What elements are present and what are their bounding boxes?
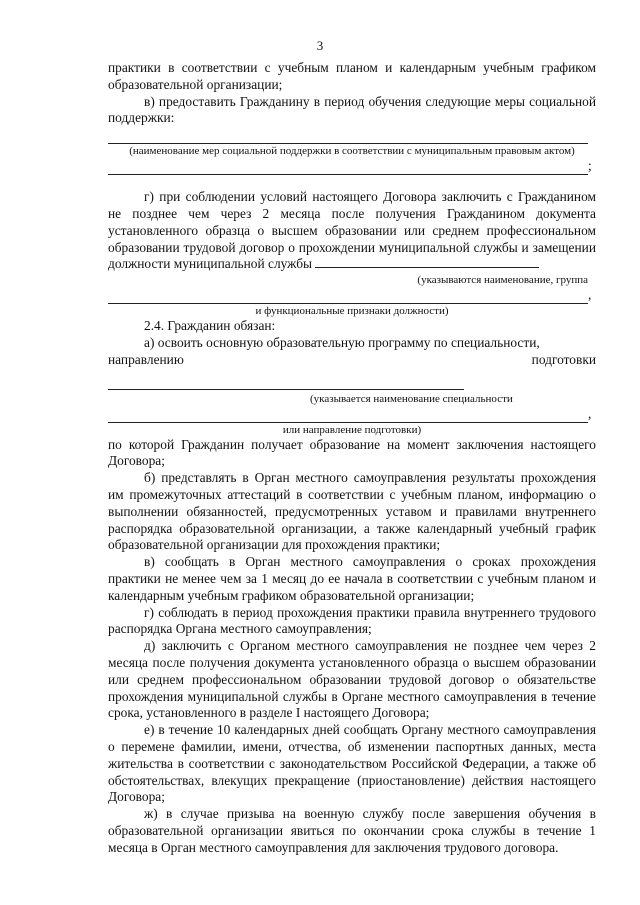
- item-a-word-direction: направлению: [108, 351, 184, 367]
- paragraph-after-specialty: по которой Гражданин получает образование на момент заключения настоящего Договора;: [108, 436, 596, 469]
- document-body: [108, 60, 596, 856]
- paragraph-item-g: [108, 189, 596, 273]
- hint-position-a: (указываются наименование, группа: [417, 274, 588, 287]
- item-a-word-training: подготовки: [531, 351, 596, 367]
- paragraph-top: практики в соответствии с учебным планом и календарным учебным графиком образовательной организации;: [108, 60, 596, 92]
- duty-v: в) сообщать в Орган местного самоуправления о сроках прохождения практики не менее чем за 1 месяц до ее начала в соответствии с учебным планом и календарным учебным графиком образовательной организации;: [108, 554, 596, 603]
- item-g-text: г) при соблюдении условий настоящего Договора заключить с Гражданином не позднее чем через 2 месяца после получения Гражданином документа установленного образца о высшем образовании или среднем профессиональном образовании трудовой договор о прохождении муниципальной службы и замещении должности муниципальной службы: [108, 189, 596, 272]
- page-number: 3: [316, 38, 324, 53]
- hint-position-b: и функциональные признаки должности): [255, 305, 449, 318]
- paragraph-item-v: в) предоставить Гражданину в период обучения следующие меры социальной поддержки:: [108, 93, 596, 126]
- blank-inline-position: [315, 257, 539, 268]
- blank-line-specialty-1: [108, 377, 464, 390]
- hint-specialty-b: или направление подготовки): [282, 423, 422, 436]
- blank-line-specialty-2: [108, 406, 596, 423]
- duty-b: б) представлять в Орган местного самоуправления результаты прохождения им промежуточных аттестаций в соответствии с учебным планом, информацию о выполнении обязанностей, предусмотренных уставом и правилами внутреннего распорядка образовательной организации, а также календарный учебный график образовательной организации для прохождения практики;: [108, 470, 596, 553]
- section-title-2-4: 2.4. Гражданин обязан:: [144, 318, 276, 334]
- duty-g: г) соблюдать в период прохождения практики правила внутреннего трудового распорядка Органа местного самоуправления;: [108, 604, 596, 637]
- line-end-comma: ,: [588, 287, 592, 303]
- duty-d: д) заключить с Органом местного самоуправления не позднее чем через 2 месяца после получения документа установленного образца о высшем образовании или среднем профессиональном образовании трудовой договор о обязательстве прохождения муниципальной службы в Органе местного самоуправления в течение срока, установленного в разделе I настоящего Договора;: [108, 638, 596, 721]
- blank-line-support-2: [108, 158, 596, 175]
- blank-line-support-1: [108, 127, 596, 144]
- item-a-line-2: [108, 352, 596, 369]
- paragraph-item-a: а) освоить основную образовательную программу по специальности,: [144, 334, 540, 350]
- duty-zh: ж) в случае призыва на военную службу после завершения обучения в образовательной организации явиться по окончании срока службы в течение 1 месяца в Орган местного самоуправления для заключения трудового договора.: [108, 806, 596, 855]
- hint-support-measures: (наименование мер социальной поддержки в соответствии с муниципальным правовым актом): [129, 145, 575, 158]
- blank-line-position: [108, 287, 596, 304]
- hint-specialty-a: (указывается наименование специальности: [310, 392, 513, 405]
- duty-e: е) в течение 10 календарных дней сообщать Органу местного самоуправления о перемене фамилии, имени, отчества, об изменении паспортных данных, места жительства в соответствии с законодательством Российской Федерации, а также об обстоятельствах, влекущих прекращение (приостановление) действия настоящего Договора;: [108, 722, 596, 805]
- line-end-semicolon: ;: [588, 158, 592, 174]
- line-end-comma-2: ,: [588, 405, 592, 421]
